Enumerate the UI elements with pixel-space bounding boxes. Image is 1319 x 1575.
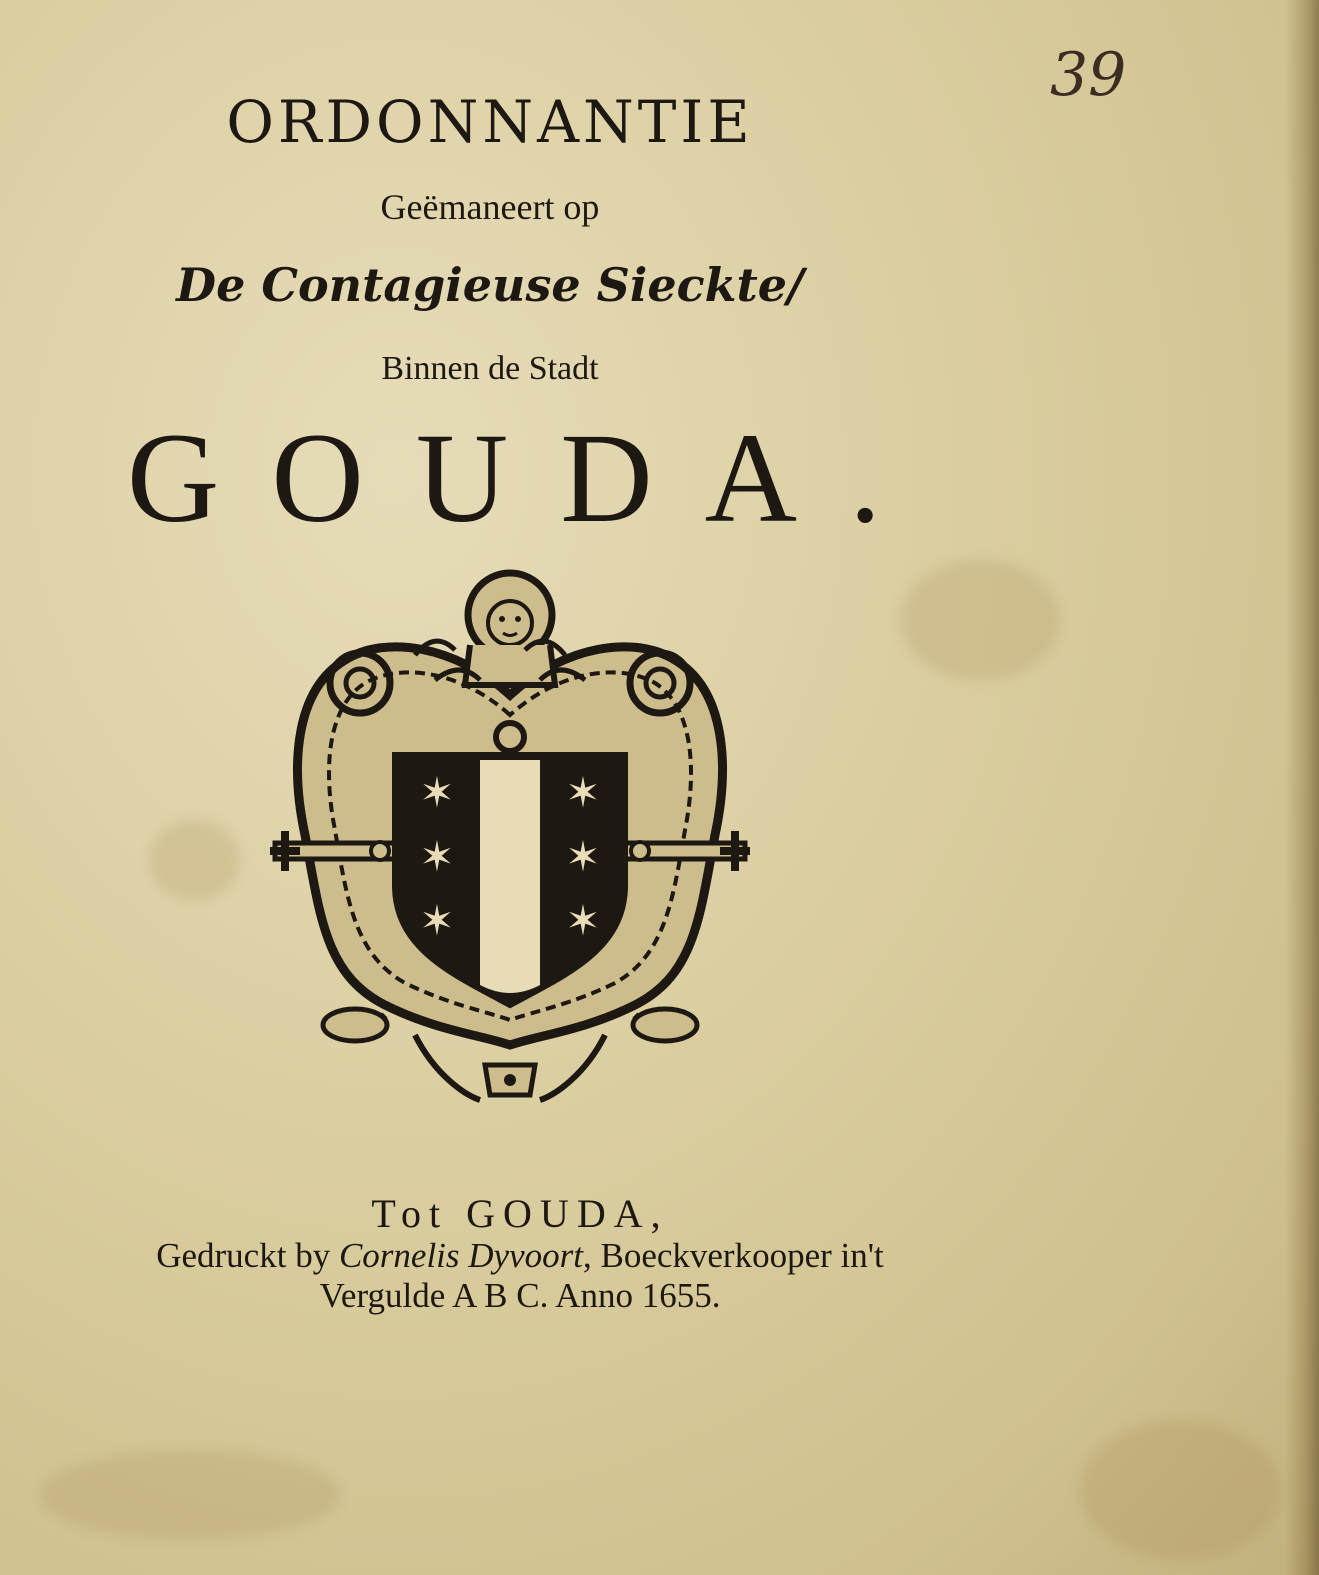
svg-text:✶: ✶ (565, 768, 601, 817)
svg-text:✶: ✶ (419, 896, 455, 945)
svg-text:✶: ✶ (565, 896, 601, 945)
imprint-prefix: Gedruckt by (156, 1236, 331, 1275)
title-city-intro: Binnen de Stadt (381, 350, 599, 387)
handwritten-number: 39 (1050, 40, 1127, 110)
title-city-name: GOUDA. (126, 407, 934, 549)
imprint-printer-line (40, 1236, 1000, 1276)
svg-text:✶: ✶ (419, 832, 455, 881)
coat-of-arms-gouda-icon (265, 565, 755, 1115)
title-ordonnantie: ORDONNANTIE (226, 88, 754, 156)
svg-text:✶: ✶ (565, 832, 601, 881)
title-subline: Geëmaneert op (380, 187, 600, 227)
imprint-printer-name: Cornelis Dyvoort (338, 1236, 583, 1275)
svg-text:✶: ✶ (419, 768, 455, 817)
title-blackletter: De Contagieuse Sieckte/ (176, 258, 804, 312)
imprint-place: Tot GOUDA, (371, 1191, 669, 1236)
imprint-suffix: , Boeckverkooper in't (582, 1236, 884, 1275)
imprint-date-line: Vergulde A B C. Anno 1655. (319, 1276, 721, 1315)
